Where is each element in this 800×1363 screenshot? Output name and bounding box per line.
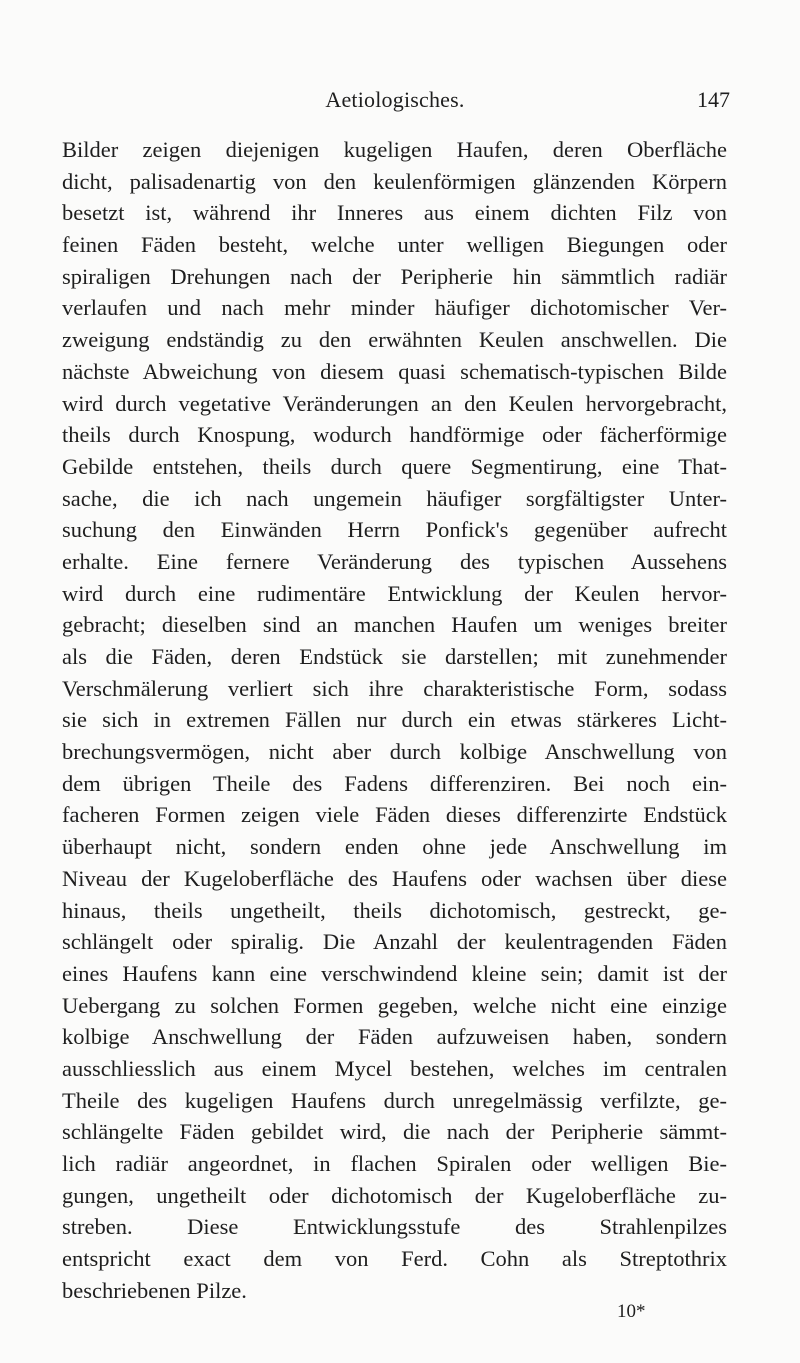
text-line: überhaupt nicht, sondern enden ohne jede Anschwellung im [62, 834, 727, 860]
text-line: sie sich in extremen Fällen nur durch ein etwas stärkeres Licht- [62, 707, 727, 733]
text-line: wird durch vegetative Veränderungen an den Keulen hervorgebracht, [62, 390, 727, 416]
text-line: dicht, palisadenartig von den keulenförmigen glänzenden Körpern [62, 168, 727, 194]
text-line: feinen Fäden besteht, welche unter welligen Biegungen oder [62, 232, 727, 258]
text-line: nächste Abweichung von diesem quasi schematisch-typischen Bilde [62, 358, 727, 384]
text-line: Uebergang zu solchen Formen gegeben, welche nicht eine einzige [62, 992, 727, 1018]
text-line: schlängelte Fäden gebildet wird, die nach der Peripherie sämmt- [62, 1119, 727, 1145]
text-line: erhalte. Eine fernere Veränderung des typischen Aussehens [62, 548, 727, 574]
text-line: kolbige Anschwellung der Fäden aufzuweisen haben, sondern [62, 1024, 727, 1050]
text-line: theils durch Knospung, wodurch handförmige oder fächerförmige [62, 422, 727, 448]
text-line: schlängelt oder spiralig. Die Anzahl der keulentragenden Fäden [62, 929, 727, 955]
text-line: sache, die ich nach ungemein häufiger sorgfältigster Unter- [62, 485, 727, 511]
text-line: streben. Diese Entwicklungsstufe des Strahlenpilzes [62, 1214, 727, 1240]
text-line: suchung den Einwänden Herrn Ponfick's gegenüber aufrecht [62, 517, 727, 543]
text-line: dem übrigen Theile des Fadens differenziren. Bei noch ein- [62, 770, 727, 796]
text-line: beschriebenen Pilze. [62, 1277, 247, 1303]
text-line: gebracht; dieselben sind an manchen Haufen um weniges breiter [62, 612, 727, 638]
page-number: 147 [697, 87, 730, 112]
text-line: besetzt ist, während ihr Inneres aus einem dichten Filz von [62, 200, 727, 226]
text-line: spiraligen Drehungen nach der Peripherie hin sämmtlich radiär [62, 263, 727, 289]
text-line: Verschmälerung verliert sich ihre charakteristische Form, sodass [62, 675, 727, 701]
text-line: gungen, ungetheilt oder dichotomisch der Kugeloberfläche zu- [62, 1182, 727, 1208]
text-line: Niveau der Kugeloberfläche des Haufens oder wachsen über diese [62, 865, 727, 891]
text-line: Theile des kugeligen Haufens durch unregelmässig verfilzte, ge- [62, 1087, 727, 1113]
body-paragraph [62, 134, 727, 1306]
text-line: wird durch eine rudimentäre Entwicklung der Keulen hervor- [62, 580, 727, 606]
text-line: hinaus, theils ungetheilt, theils dichotomisch, gestreckt, ge- [62, 897, 727, 923]
text-line: ausschliesslich aus einem Mycel bestehen, welches im centralen [62, 1055, 727, 1081]
text-line: Bilder zeigen diejenigen kugeligen Haufen, deren Oberfläche [62, 137, 727, 162]
text-line: facheren Formen zeigen viele Fäden dieses differenzirte Endstück [62, 802, 727, 828]
text-line: lich radiär angeordnet, in flachen Spiralen oder welligen Bie- [62, 1151, 727, 1176]
running-title: Aetiologisches. [325, 87, 465, 112]
text-line: eines Haufens kann eine verschwindend kleine sein; damit ist der [62, 960, 727, 986]
signature-mark: 10* [617, 1301, 646, 1322]
running-head [60, 87, 730, 115]
text-line: Gebilde entstehen, theils durch quere Segmentirung, eine That- [62, 453, 727, 479]
text-line: zweigung endständig zu den erwähnten Keulen anschwellen. Die [62, 327, 727, 353]
text-line: verlaufen und nach mehr minder häufiger dichotomischer Ver- [62, 295, 727, 321]
text-line: brechungsvermögen, nicht aber durch kolbige Anschwellung von [62, 739, 727, 765]
text-line: entspricht exact dem von Ferd. Cohn als Streptothrix [62, 1246, 727, 1272]
text-line: als die Fäden, deren Endstück sie darstellen; mit zunehmender [62, 644, 727, 669]
